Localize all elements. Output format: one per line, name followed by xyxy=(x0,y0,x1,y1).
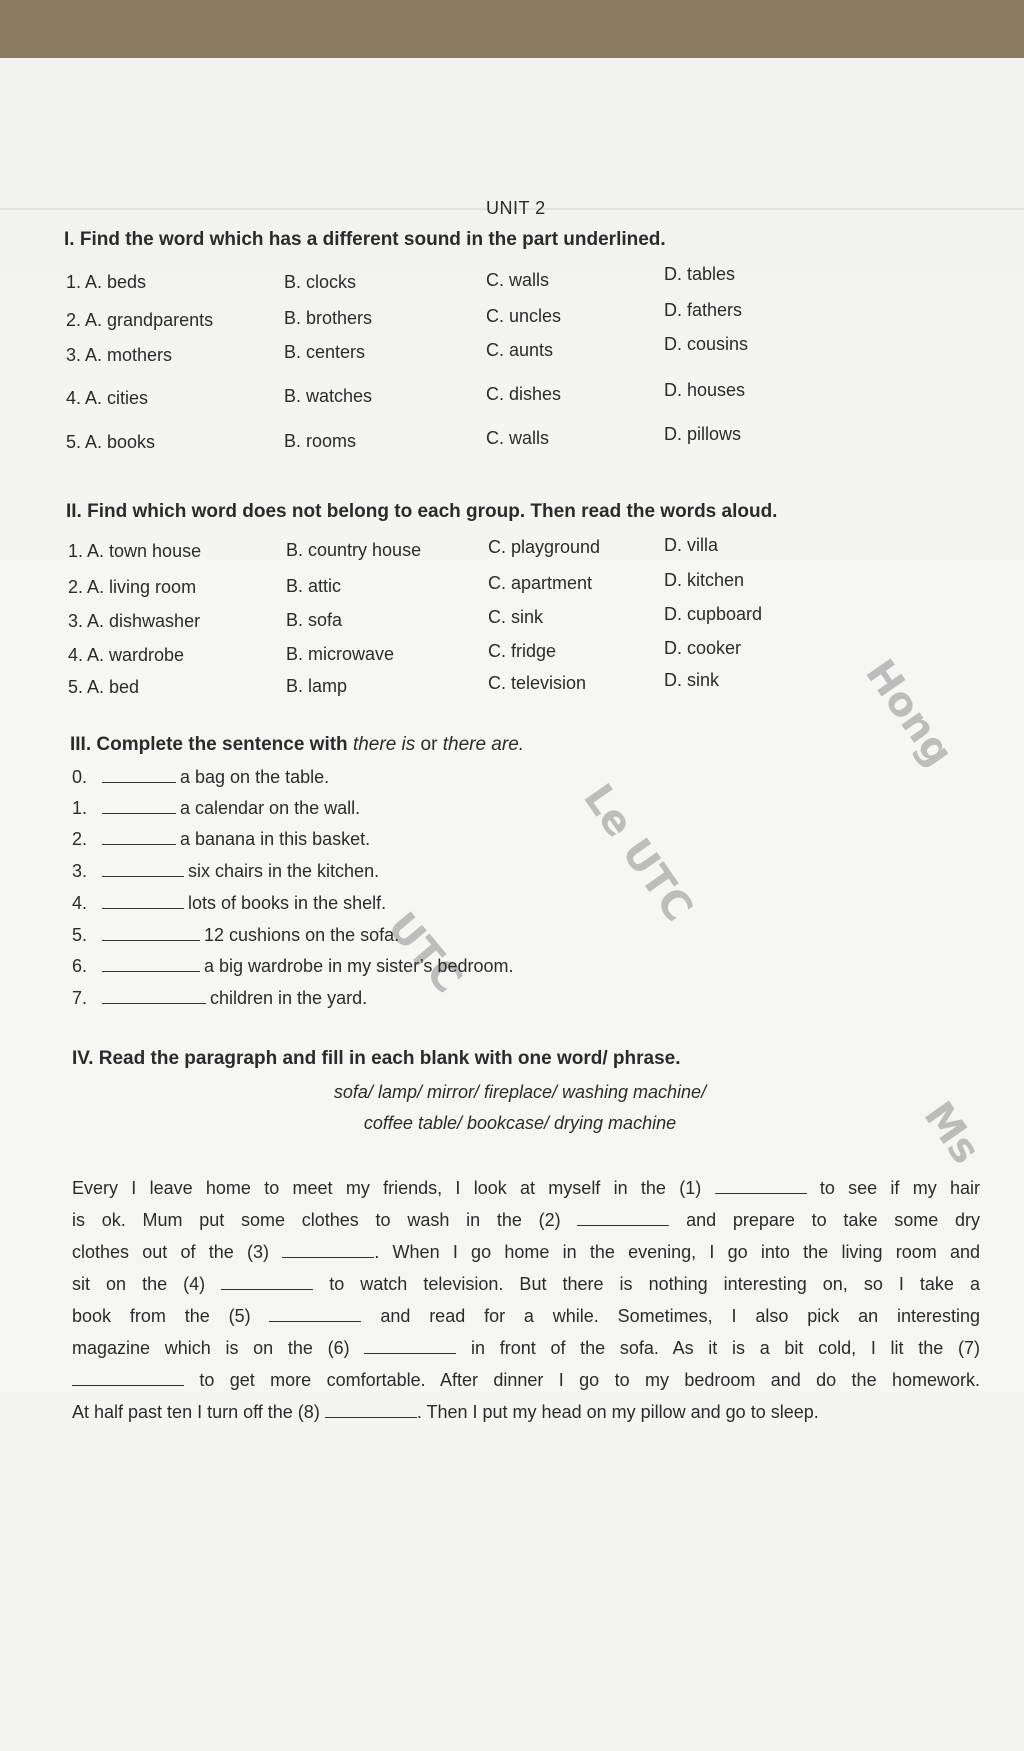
s3-item-text: 12 cushions on the sofa. xyxy=(204,925,400,945)
s3-item-text: a calendar on the wall. xyxy=(180,798,361,818)
s2-q2-b: B. attic xyxy=(286,576,342,596)
s2-q1-d: D. villa xyxy=(664,535,719,555)
paragraph-line-3 xyxy=(72,1236,980,1268)
s1-q3-d: D. cousins xyxy=(664,334,749,354)
s2-q4-a: 4. A. wardrobe xyxy=(68,645,185,665)
paragraph-text: to watch television. But there is nothing interesting on, so I take a xyxy=(329,1274,980,1294)
s3-item-7 xyxy=(72,988,367,1009)
s2-q3-d: D. cupboard xyxy=(664,604,763,624)
s2-q5-b: B. lamp xyxy=(286,676,348,696)
s1-q5-a: 5. A. books xyxy=(66,432,156,452)
section-1-heading: I. Find the word which has a different sound in the part underlined. xyxy=(64,229,666,250)
s3-item-2 xyxy=(72,829,370,850)
s3-answer-blank[interactable] xyxy=(102,989,206,1004)
s1-q4-a: 4. A. cities xyxy=(66,388,149,408)
s1-q1-c: C. walls xyxy=(486,270,550,290)
s1-q3-c: C. aunts xyxy=(486,340,554,360)
s2-q2-a: 2. A. living room xyxy=(68,577,197,597)
s1-q3-a: 3. A. mothers xyxy=(66,345,173,365)
s2-q1-b: B. country house xyxy=(286,540,422,560)
s1-q1-d: D. tables xyxy=(664,264,736,284)
word-box-line-2: coffee table/ bookcase/ drying machine xyxy=(363,1113,677,1133)
s1-q4-c: C. dishes xyxy=(486,384,562,404)
section-4-heading: IV. Read the paragraph and fill in each blank with one word/ phrase. xyxy=(72,1048,681,1069)
s2-q2-c: C. apartment xyxy=(488,573,593,593)
s3-item-text: lots of books in the shelf. xyxy=(188,893,387,913)
s3-answer-blank[interactable] xyxy=(102,768,176,783)
paragraph-line-7 xyxy=(72,1364,980,1396)
s2-q4-b: B. microwave xyxy=(286,644,395,664)
paragraph-line-1 xyxy=(72,1172,980,1204)
s3-answer-blank[interactable] xyxy=(102,926,200,941)
paragraph-line-2 xyxy=(72,1204,980,1236)
unit-title: UNIT 2 xyxy=(486,198,546,218)
s2-q2-d: D. kitchen xyxy=(664,570,745,590)
s3-item-text: six chairs in the kitchen. xyxy=(188,861,380,881)
paragraph-line-4 xyxy=(72,1268,980,1300)
s1-q1-a: 1. A. beds xyxy=(66,272,147,292)
paragraph-blank-7[interactable] xyxy=(72,1371,184,1386)
paragraph-text: clothes out of the (3) xyxy=(72,1242,270,1262)
s1-q4-d: D. houses xyxy=(664,380,746,400)
s3-item-number: 4. xyxy=(72,893,88,913)
s2-q3-c: C. sink xyxy=(488,607,544,627)
reading-paragraph xyxy=(72,1172,980,1428)
paragraph-blank-6[interactable] xyxy=(364,1339,456,1354)
s3-item-number: 1. xyxy=(72,798,88,818)
paragraph-text: book from the (5) xyxy=(72,1306,251,1326)
paragraph-blank-4[interactable] xyxy=(221,1275,313,1290)
paragraph-text: . When I go home in the evening, I go into the living room and xyxy=(374,1242,980,1262)
paragraph-line-5 xyxy=(72,1300,980,1332)
s3-answer-blank[interactable] xyxy=(102,957,200,972)
s3-item-6 xyxy=(72,956,513,977)
s2-q5-a: 5. A. bed xyxy=(68,677,140,697)
s1-q2-a: 2. A. grandparents xyxy=(66,310,214,330)
s3-answer-blank[interactable] xyxy=(102,862,184,877)
paragraph-text: is ok. Mum put some clothes to wash in the (2) xyxy=(72,1210,561,1230)
s3-answer-blank[interactable] xyxy=(102,830,176,845)
section-2-heading: II. Find which word does not belong to each group. Then read the words aloud. xyxy=(66,501,778,522)
s3-item-number: 7. xyxy=(72,988,88,1008)
s3-answer-blank[interactable] xyxy=(102,894,184,909)
s2-q1-c: C. playground xyxy=(488,537,601,557)
paragraph-text: sit on the (4) xyxy=(72,1274,206,1294)
s3-item-text: a big wardrobe in my sister’s bedroom. xyxy=(204,956,514,976)
s3-item-0 xyxy=(72,767,329,788)
paragraph-text: magazine which is on the (6) xyxy=(72,1338,350,1358)
s2-q4-c: C. fridge xyxy=(488,641,557,661)
s3-item-5 xyxy=(72,925,399,946)
paragraph-text: in front of the sofa. As it is a bit cold, I lit the (7) xyxy=(471,1338,980,1358)
s3-answer-blank[interactable] xyxy=(102,799,176,814)
s3-item-number: 6. xyxy=(72,956,88,976)
paragraph-text: and read for a while. Sometimes, I also pick an interesting xyxy=(380,1306,980,1326)
paragraph-blank-1[interactable] xyxy=(715,1179,807,1194)
paragraph-line-8 xyxy=(72,1396,980,1428)
s2-q4-d: D. cooker xyxy=(664,638,742,658)
paragraph-text: and prepare to take some dry xyxy=(686,1210,980,1230)
s1-q5-c: C. walls xyxy=(486,428,550,448)
s1-q5-d: D. pillows xyxy=(664,424,742,444)
s2-q1-a: 1. A. town house xyxy=(68,541,202,561)
s3-item-text: a banana in this basket. xyxy=(180,829,371,849)
section-3-heading-there-is: there is xyxy=(352,734,416,755)
paragraph-blank-2[interactable] xyxy=(577,1211,669,1226)
s1-q2-b: B. brothers xyxy=(284,308,373,328)
s3-item-3 xyxy=(72,861,379,882)
paragraph-blank-5[interactable] xyxy=(269,1307,361,1322)
s3-item-number: 0. xyxy=(72,767,88,787)
s2-q3-b: B. sofa xyxy=(286,610,343,630)
s3-item-text: a bag on the table. xyxy=(180,767,330,787)
s2-q5-c: C. television xyxy=(488,673,587,693)
s3-item-number: 2. xyxy=(72,829,88,849)
s3-item-text: children in the yard. xyxy=(210,988,368,1008)
watermark-hong: Hong xyxy=(856,651,962,775)
s1-q4-b: B. watches xyxy=(284,386,373,406)
s1-q2-d: D. fathers xyxy=(664,300,743,320)
paragraph-line-6 xyxy=(72,1332,980,1364)
paragraph-blank-3[interactable] xyxy=(282,1243,374,1258)
s3-item-number: 5. xyxy=(72,925,88,945)
watermark-ms: Ms xyxy=(914,1093,989,1173)
s1-q1-b: B. clocks xyxy=(284,272,357,292)
s1-q5-b: B. rooms xyxy=(284,431,357,451)
paragraph-text: to get more comfortable. After dinner I go to my bedroom and do the homework. xyxy=(199,1370,980,1390)
watermark-utc: UTC xyxy=(378,904,471,1002)
s1-q3-b: B. centers xyxy=(284,342,366,362)
paragraph-text: to see if my hair xyxy=(819,1178,981,1198)
s3-item-1 xyxy=(72,798,360,819)
s3-item-4 xyxy=(72,893,386,914)
paragraph-text: At half past ten I turn off the (8) xyxy=(72,1402,320,1422)
s2-q5-d: D. sink xyxy=(664,670,720,690)
s2-q3-a: 3. A. dishwasher xyxy=(68,611,201,631)
s1-q2-c: C. uncles xyxy=(486,306,562,326)
section-3-heading-or: or xyxy=(415,734,443,755)
paragraph-blank-8[interactable] xyxy=(325,1403,417,1418)
word-box-line-1: sofa/ lamp/ mirror/ fireplace/ washing machine/ xyxy=(333,1082,707,1102)
paragraph-text: Every I leave home to meet my friends, I look at myself in the (1) xyxy=(72,1178,702,1198)
s3-item-number: 3. xyxy=(72,861,88,881)
section-3-heading-prefix: III. Complete the sentence with xyxy=(70,734,353,755)
section-3-heading xyxy=(70,734,524,756)
section-3-heading-there-are: there are. xyxy=(442,734,525,755)
watermark-le-utc: Le UTC xyxy=(574,776,702,930)
paragraph-text: . Then I put my head on my pillow and go to sleep. xyxy=(416,1402,819,1422)
